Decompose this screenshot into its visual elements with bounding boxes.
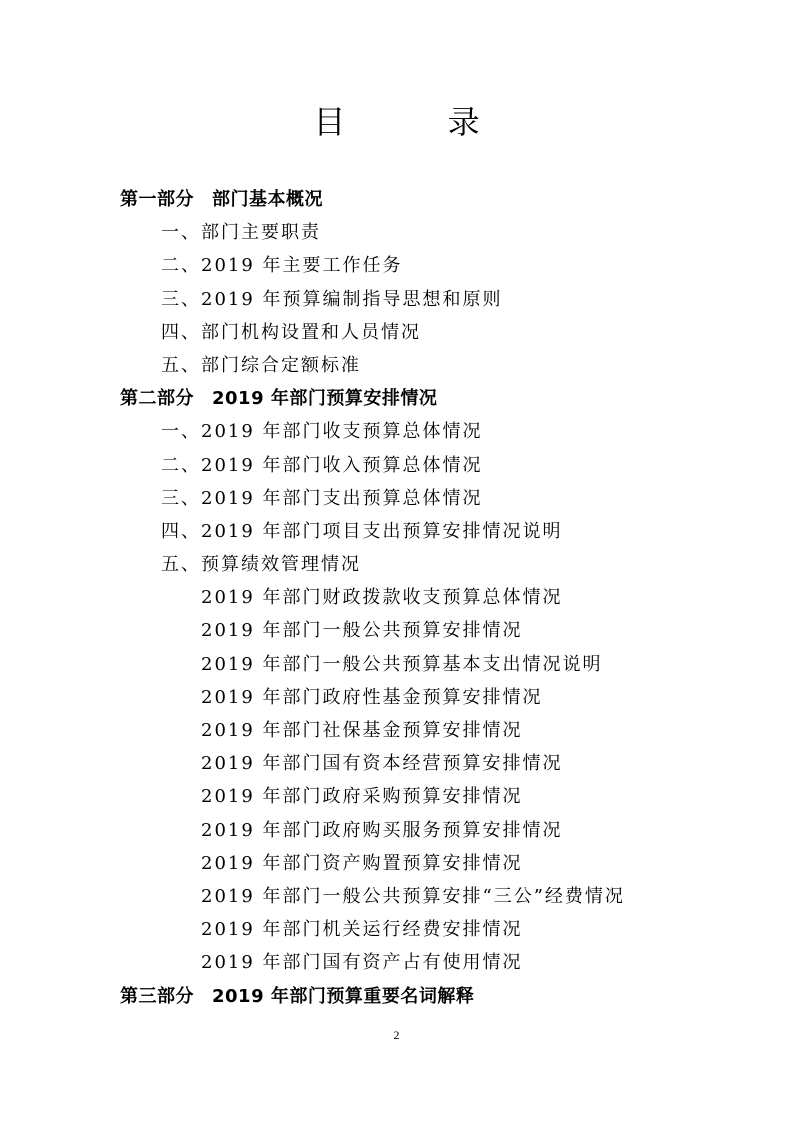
toc-section[interactable]: 四、2019 年部门项目支出预算安排情况说明 (161, 520, 563, 542)
toc-subsection[interactable]: 2019 年部门资产购置预算安排情况 (201, 852, 523, 874)
toc-part-1[interactable] (0, 183, 793, 216)
page-number: 2 (393, 1028, 400, 1042)
toc-subsection[interactable]: 2019 年部门政府采购预算安排情况 (201, 786, 523, 808)
toc-section[interactable]: 一、部门主要职责 (161, 222, 321, 244)
toc-section[interactable]: 五、部门综合定额标准 (161, 354, 361, 376)
toc-section[interactable]: 二、2019 年部门收入预算总体情况 (161, 454, 483, 476)
toc-section[interactable]: 三、2019 年预算编制指导思想和原则 (161, 288, 503, 310)
toc-subsection[interactable]: 2019 年部门一般公共预算安排情况 (201, 620, 523, 642)
toc-subsection[interactable]: 2019 年部门一般公共预算基本支出情况说明 (201, 653, 603, 675)
toc-subsection[interactable]: 2019 年部门机关运行经费安排情况 (201, 919, 523, 941)
toc-subsection[interactable]: 2019 年部门国有资产占有使用情况 (201, 952, 523, 974)
toc-section[interactable]: 五、预算绩效管理情况 (161, 554, 361, 576)
toc-part-number: 第一部分 (120, 189, 194, 210)
toc-section[interactable]: 三、2019 年部门支出预算总体情况 (161, 487, 483, 509)
toc-part-label: 部门基本概况 (212, 189, 323, 210)
toc-part-number: 第二部分 (120, 388, 194, 410)
toc-subsection[interactable]: 2019 年部门国有资本经营预算安排情况 (201, 753, 563, 775)
toc-subsection[interactable]: 2019 年部门一般公共预算安排“三公”经费情况 (201, 885, 625, 907)
toc-section[interactable]: 一、2019 年部门收支预算总体情况 (161, 421, 483, 443)
toc-part-label: 2019 年部门预算重要名词解释 (212, 985, 475, 1007)
toc-section[interactable]: 二、2019 年主要工作任务 (161, 255, 403, 277)
toc-subsection[interactable]: 2019 年部门社保基金预算安排情况 (201, 720, 523, 741)
toc-subsection[interactable]: 2019 年部门政府购买服务预算安排情况 (201, 819, 563, 841)
toc-part-3[interactable] (0, 980, 793, 1013)
toc-part-number: 第三部分 (120, 985, 194, 1007)
table-of-contents (0, 183, 793, 1013)
toc-subsection[interactable]: 2019 年部门政府性基金预算安排情况 (201, 686, 543, 708)
toc-subsection[interactable]: 2019 年部门财政拨款收支预算总体情况 (201, 587, 563, 609)
toc-part-label: 2019 年部门预算安排情况 (212, 388, 438, 410)
page-title: 目 录 (313, 103, 526, 141)
toc-section[interactable]: 四、部门机构设置和人员情况 (161, 321, 421, 343)
toc-part-2[interactable] (0, 382, 793, 415)
